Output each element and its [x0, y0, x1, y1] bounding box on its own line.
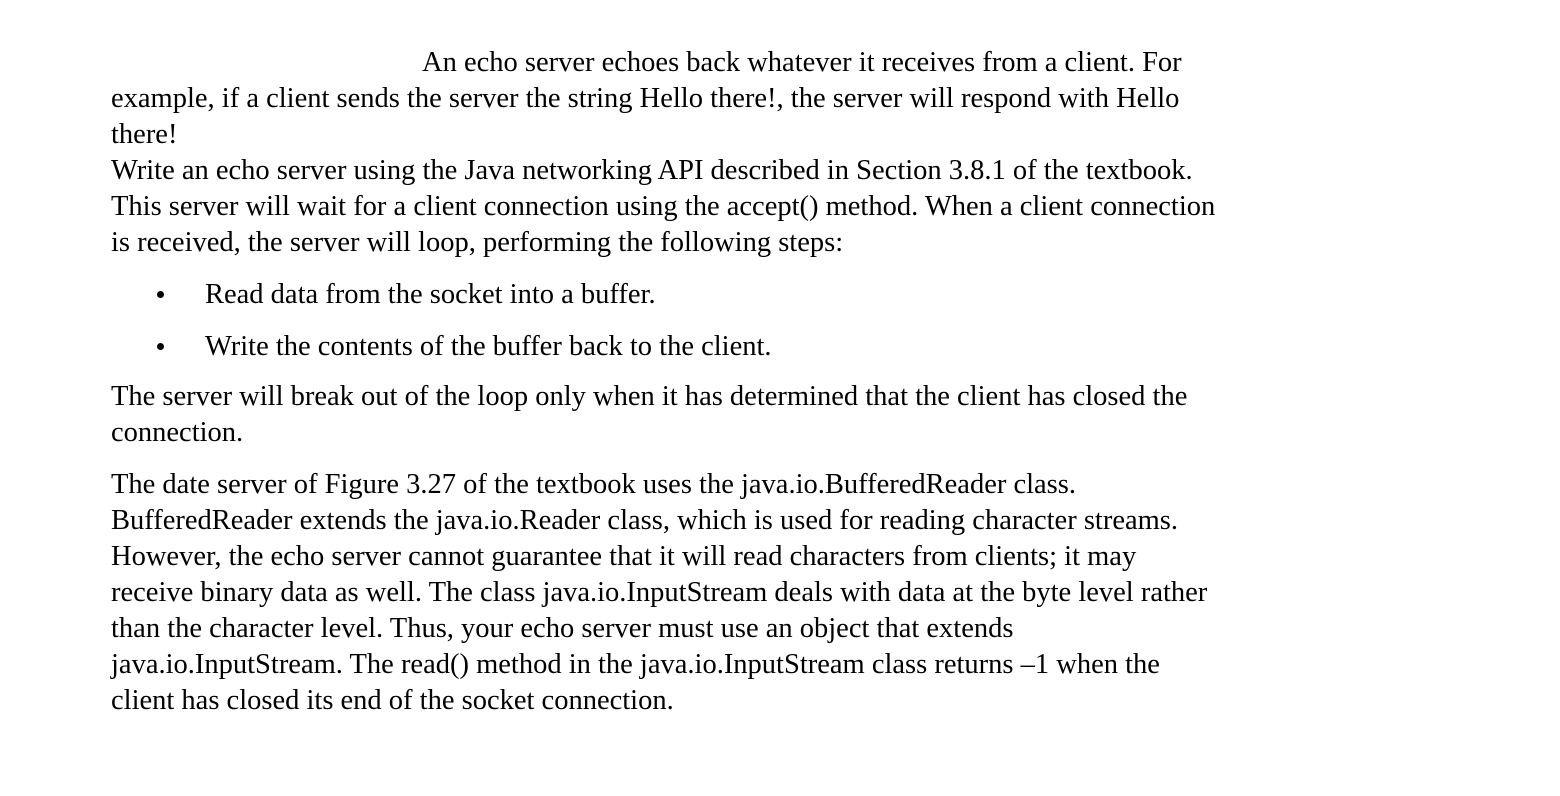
loop-exit-paragraph — [111, 379, 1371, 451]
details-paragraph — [111, 467, 1371, 719]
steps-list — [111, 277, 1371, 365]
bullet-icon — [157, 291, 164, 298]
intro-line-2: example, if a client sends the server the string Hello there!, the server will respond with Hello — [111, 83, 1180, 114]
details-line-4: receive binary data as well. The class java.io.InputStream deals with data at the byte level rather — [111, 577, 1208, 608]
task-line-3: is received, the server will loop, performing the following steps: — [111, 227, 844, 258]
task-line-2: This server will wait for a client connection using the accept() method. When a client connection — [111, 191, 1216, 222]
details-line-2: BufferedReader extends the java.io.Reader class, which is used for reading character streams. — [111, 505, 1178, 536]
intro-line-3: there! — [111, 119, 178, 150]
loop-exit-line-2: connection. — [111, 417, 244, 448]
details-line-6: java.io.InputStream. The read() method in the java.io.InputStream class returns –1 when the — [111, 649, 1160, 680]
intro-paragraph — [111, 45, 1371, 153]
details-line-3: However, the echo server cannot guarantee that it will read characters from clients; it may — [111, 541, 1137, 572]
bullet-icon — [157, 343, 164, 350]
step-text: Read data from the socket into a buffer. — [205, 279, 656, 310]
document-body — [111, 45, 1371, 719]
list-item — [111, 277, 1371, 313]
task-paragraph — [111, 153, 1371, 261]
details-line-7: client has closed its end of the socket connection. — [111, 685, 674, 716]
loop-exit-line-1: The server will break out of the loop only when it has determined that the client has closed the — [111, 381, 1188, 412]
task-line-1: Write an echo server using the Java networking API described in Section 3.8.1 of the textbook. — [111, 155, 1193, 186]
list-item — [111, 329, 1371, 365]
intro-line-1: An echo server echoes back whatever it receives from a client. For — [422, 47, 1182, 78]
details-line-1: The date server of Figure 3.27 of the textbook uses the java.io.BufferedReader class. — [111, 469, 1076, 500]
details-line-5: than the character level. Thus, your echo server must use an object that extends — [111, 613, 1014, 644]
step-text: Write the contents of the buffer back to the client. — [205, 331, 772, 362]
